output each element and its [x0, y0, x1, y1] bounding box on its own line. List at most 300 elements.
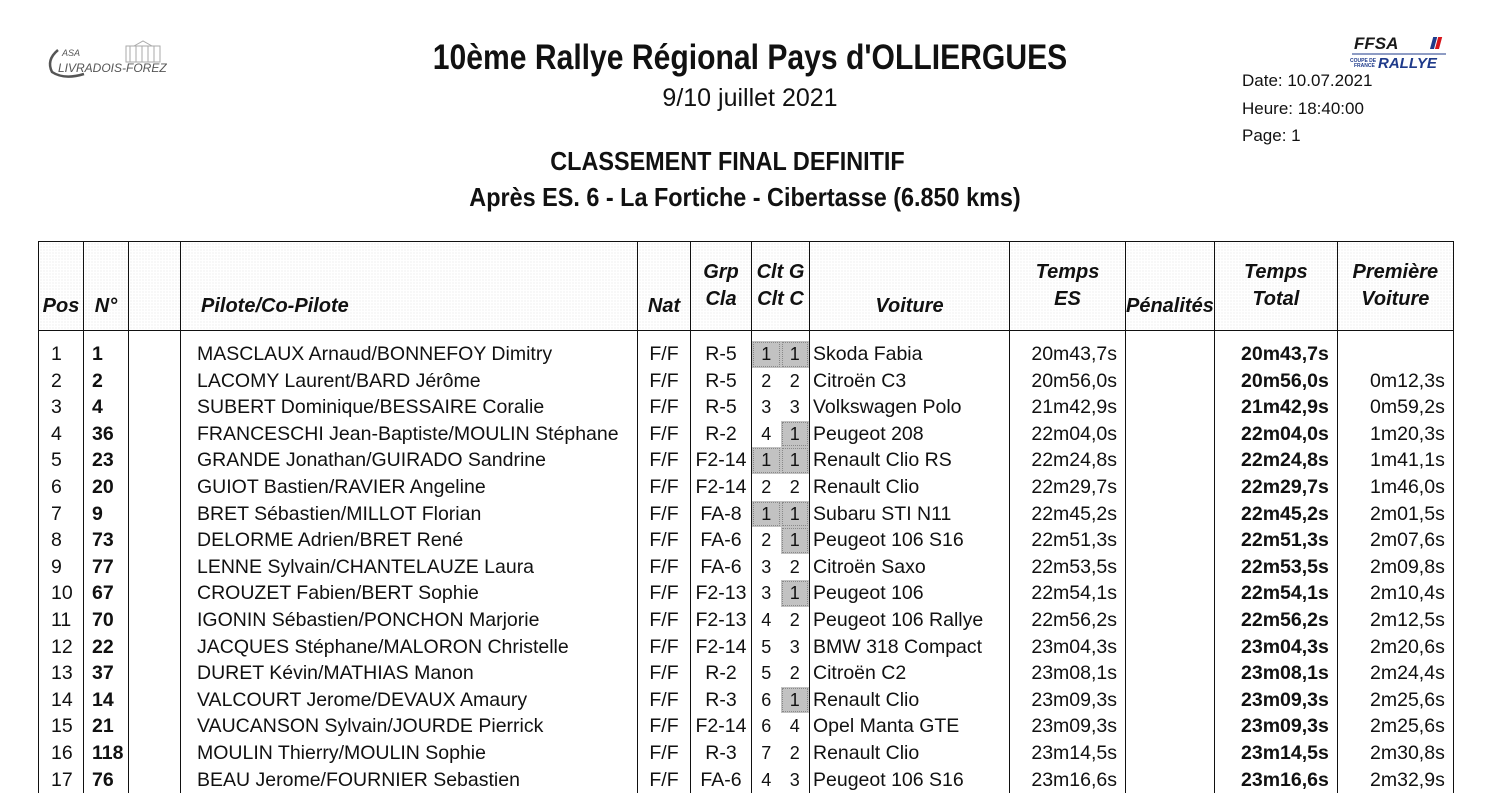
num-cell: 23	[84, 447, 129, 474]
clt-c: 1	[781, 580, 810, 607]
penalites-cell	[1126, 394, 1215, 421]
clt-cell	[752, 634, 810, 661]
num-cell: 36	[84, 421, 129, 448]
clt-pair	[752, 447, 809, 474]
num-cell: 37	[84, 660, 129, 687]
blank-cell	[129, 447, 181, 474]
col-clt	[752, 242, 810, 331]
temps-total-cell: 23m16,6s	[1214, 767, 1337, 793]
pos-cell: 10	[39, 580, 84, 607]
table-row	[39, 687, 1454, 714]
voiture-cell: Peugeot 106 Rallye	[810, 607, 1010, 634]
clt-pair	[752, 580, 809, 607]
pos-cell: 7	[39, 501, 84, 528]
clt-pair	[752, 474, 809, 501]
col-temps-total	[1214, 242, 1337, 331]
temps-es-cell: 22m45,2s	[1010, 501, 1126, 528]
premiere-voiture-cell: 2m25,6s	[1337, 713, 1453, 740]
temps-total-cell: 22m29,7s	[1214, 474, 1337, 501]
clt-cell	[752, 368, 810, 395]
clt-g: 2	[752, 527, 781, 554]
clt-c: 1	[781, 341, 810, 368]
temps-total-cell: 22m53,5s	[1214, 554, 1337, 581]
clt-c: 3	[781, 394, 810, 421]
grp-cla-cell: F2-14	[691, 474, 752, 501]
grp-cla-cell: F2-13	[691, 607, 752, 634]
temps-total-cell: 23m04,3s	[1214, 634, 1337, 661]
pos-cell: 12	[39, 634, 84, 661]
clt-cell	[752, 421, 810, 448]
table-row	[39, 634, 1454, 661]
voiture-cell: Citroën C3	[810, 368, 1010, 395]
num-cell: 76	[84, 767, 129, 793]
blank-cell	[129, 713, 181, 740]
pilote-cell: MOULIN Thierry/MOULIN Sophie	[181, 740, 638, 767]
clt-g: 4	[752, 421, 781, 448]
col-num-label: N°	[95, 295, 117, 317]
pilote-cell: JACQUES Stéphane/MALORON Christelle	[181, 634, 638, 661]
temps-total-cell: 22m56,2s	[1214, 607, 1337, 634]
clt-cell	[752, 394, 810, 421]
temps-es-cell: 22m56,2s	[1010, 607, 1126, 634]
col-temps-label: Temps	[1010, 259, 1125, 286]
col-voiture-label: Voiture	[875, 295, 943, 317]
premiere-voiture-cell	[1337, 331, 1453, 368]
clt-g: 2	[752, 474, 781, 501]
pilote-cell: GUIOT Bastien/RAVIER Angeline	[181, 474, 638, 501]
premiere-voiture-cell: 2m32,9s	[1337, 767, 1453, 793]
temps-total-cell: 22m24,8s	[1214, 447, 1337, 474]
voiture-cell: Opel Manta GTE	[810, 713, 1010, 740]
temps-total-cell: 21m42,9s	[1214, 394, 1337, 421]
blank-cell	[129, 580, 181, 607]
svg-text:RALLYE: RALLYE	[1378, 55, 1438, 72]
grp-cla-cell: F2-13	[691, 580, 752, 607]
voiture-cell: Peugeot 106 S16	[810, 527, 1010, 554]
blank-cell	[129, 368, 181, 395]
num-cell: 22	[84, 634, 129, 661]
col-penalites-label: Pénalités	[1126, 295, 1214, 317]
nat-cell: F/F	[638, 421, 691, 448]
temps-es-cell: 22m53,5s	[1010, 554, 1126, 581]
col-num	[84, 242, 129, 331]
num-cell: 2	[84, 368, 129, 395]
penalites-cell	[1126, 607, 1215, 634]
clt-g: 3	[752, 580, 781, 607]
voiture-cell: Peugeot 106	[810, 580, 1010, 607]
clt-c: 2	[781, 368, 810, 395]
page-number: Page: 1	[1242, 126, 1301, 146]
table-row	[39, 660, 1454, 687]
col-temps2-label: Temps	[1215, 259, 1337, 286]
col-nat-label: Nat	[648, 295, 680, 317]
temps-es-cell: 22m51,3s	[1010, 527, 1126, 554]
blank-cell	[129, 767, 181, 793]
premiere-voiture-cell: 2m12,5s	[1337, 607, 1453, 634]
num-cell: 70	[84, 607, 129, 634]
penalites-cell	[1126, 331, 1215, 368]
temps-total-cell: 22m54,1s	[1214, 580, 1337, 607]
voiture-cell: Renault Clio	[810, 740, 1010, 767]
results-body	[39, 331, 1454, 793]
penalites-cell	[1126, 421, 1215, 448]
clt-g: 1	[752, 447, 781, 474]
pos-cell: 4	[39, 421, 84, 448]
premiere-voiture-cell: 1m41,1s	[1337, 447, 1453, 474]
grp-cla-cell: R-3	[691, 740, 752, 767]
premiere-voiture-cell: 2m07,6s	[1337, 527, 1453, 554]
temps-total-cell: 23m09,3s	[1214, 687, 1337, 714]
clt-g: 4	[752, 607, 781, 634]
nat-cell: F/F	[638, 331, 691, 368]
penalites-cell	[1126, 713, 1215, 740]
premiere-voiture-cell: 2m24,4s	[1337, 660, 1453, 687]
clt-pair	[752, 607, 809, 634]
clt-pair	[752, 634, 809, 661]
nat-cell: F/F	[638, 713, 691, 740]
blank-cell	[129, 687, 181, 714]
voiture-cell: Skoda Fabia	[810, 331, 1010, 368]
voiture-cell: Renault Clio RS	[810, 447, 1010, 474]
pilote-cell: DELORME Adrien/BRET René	[181, 527, 638, 554]
voiture-cell: Subaru STI N11	[810, 501, 1010, 528]
pilote-cell: LENNE Sylvain/CHANTELAUZE Laura	[181, 554, 638, 581]
table-row	[39, 421, 1454, 448]
clt-pair	[752, 713, 809, 740]
pos-cell: 5	[39, 447, 84, 474]
pos-cell: 17	[39, 767, 84, 793]
grp-cla-cell: FA-8	[691, 501, 752, 528]
col-premiere-voiture	[1337, 242, 1453, 331]
premiere-voiture-cell: 2m30,8s	[1337, 740, 1453, 767]
table-row	[39, 394, 1454, 421]
col-cltc-label: Clt C	[752, 286, 809, 313]
clt-cell	[752, 767, 810, 793]
col-pilote	[181, 242, 638, 331]
clt-cell	[752, 501, 810, 528]
num-cell: 20	[84, 474, 129, 501]
penalites-cell	[1126, 527, 1215, 554]
table-row	[39, 740, 1454, 767]
clt-g: 1	[752, 341, 781, 368]
clt-c: 3	[781, 634, 810, 661]
num-cell: 14	[84, 687, 129, 714]
premiere-voiture-cell: 2m01,5s	[1337, 501, 1453, 528]
blank-cell	[129, 394, 181, 421]
pos-cell: 14	[39, 687, 84, 714]
clt-g: 1	[752, 501, 781, 528]
clt-pair	[752, 527, 809, 554]
temps-total-cell: 23m09,3s	[1214, 713, 1337, 740]
voiture-cell: Peugeot 208	[810, 421, 1010, 448]
col-voiture2-label: Voiture	[1338, 286, 1453, 313]
nat-cell: F/F	[638, 554, 691, 581]
voiture-cell: Peugeot 106 S16	[810, 767, 1010, 793]
pilote-cell: BRET Sébastien/MILLOT Florian	[181, 501, 638, 528]
col-blank	[129, 242, 181, 331]
clt-pair	[752, 740, 809, 767]
col-pos-label: Pos	[43, 295, 80, 317]
blank-cell	[129, 474, 181, 501]
pos-cell: 11	[39, 607, 84, 634]
num-cell: 9	[84, 501, 129, 528]
nat-cell: F/F	[638, 740, 691, 767]
grp-cla-cell: F2-14	[691, 713, 752, 740]
penalites-cell	[1126, 687, 1215, 714]
clt-c: 1	[781, 527, 810, 554]
pilote-cell: VALCOURT Jerome/DEVAUX Amaury	[181, 687, 638, 714]
svg-text:FFSA: FFSA	[1354, 34, 1398, 53]
pilote-cell: GRANDE Jonathan/GUIRADO Sandrine	[181, 447, 638, 474]
clt-pair	[752, 660, 809, 687]
num-cell: 4	[84, 394, 129, 421]
penalites-cell	[1126, 660, 1215, 687]
pos-cell: 13	[39, 660, 84, 687]
temps-total-cell: 22m04,0s	[1214, 421, 1337, 448]
clt-g: 3	[752, 554, 781, 581]
svg-text:COUPE DE: COUPE DE	[1350, 58, 1377, 64]
clt-c: 1	[781, 501, 810, 528]
col-grp-label: Grp	[691, 259, 751, 286]
premiere-voiture-cell: 2m20,6s	[1337, 634, 1453, 661]
clt-cell	[752, 527, 810, 554]
blank-cell	[129, 501, 181, 528]
svg-text:FRANCE: FRANCE	[1354, 63, 1375, 69]
col-pos	[39, 242, 84, 331]
premiere-voiture-cell: 2m25,6s	[1337, 687, 1453, 714]
grp-cla-cell: FA-6	[691, 527, 752, 554]
penalites-cell	[1126, 368, 1215, 395]
svg-text:LIVRADOIS-FOREZ: LIVRADOIS-FOREZ	[58, 61, 167, 75]
col-total-label: Total	[1215, 286, 1337, 313]
classement-title: CLASSEMENT FINAL DEFINITIF	[73, 146, 1383, 177]
nat-cell: F/F	[638, 368, 691, 395]
voiture-cell: Renault Clio	[810, 474, 1010, 501]
pos-cell: 9	[39, 554, 84, 581]
temps-total-cell: 20m56,0s	[1214, 368, 1337, 395]
clt-g: 5	[752, 634, 781, 661]
blank-cell	[129, 554, 181, 581]
table-row	[39, 580, 1454, 607]
pilote-cell: VAUCANSON Sylvain/JOURDE Pierrick	[181, 713, 638, 740]
clt-c: 1	[781, 421, 810, 448]
clt-c: 2	[781, 474, 810, 501]
pilote-cell: MASCLAUX Arnaud/BONNEFOY Dimitry	[181, 331, 638, 368]
clt-cell	[752, 474, 810, 501]
temps-es-cell: 22m24,8s	[1010, 447, 1126, 474]
grp-cla-cell: F2-14	[691, 447, 752, 474]
table-header	[39, 242, 1454, 331]
grp-cla-cell: R-5	[691, 394, 752, 421]
clt-c: 1	[781, 687, 810, 714]
penalites-cell	[1126, 740, 1215, 767]
pos-cell: 2	[39, 368, 84, 395]
voiture-cell: Volkswagen Polo	[810, 394, 1010, 421]
temps-total-cell: 23m08,1s	[1214, 660, 1337, 687]
clt-c: 2	[781, 660, 810, 687]
grp-cla-cell: R-2	[691, 421, 752, 448]
pilote-cell: DURET Kévin/MATHIAS Manon	[181, 660, 638, 687]
blank-cell	[129, 527, 181, 554]
temps-es-cell: 20m56,0s	[1010, 368, 1126, 395]
temps-total-cell: 20m43,7s	[1214, 331, 1337, 368]
col-premiere-label: Première	[1338, 259, 1453, 286]
temps-total-cell: 23m14,5s	[1214, 740, 1337, 767]
col-voiture	[810, 242, 1010, 331]
clt-g: 6	[752, 687, 781, 714]
blank-cell	[129, 660, 181, 687]
nat-cell: F/F	[638, 527, 691, 554]
col-grp-cla	[691, 242, 752, 331]
stage-info: Après ES. 6 - La Fortiche - Cibertasse (6.850 kms)	[75, 182, 1416, 213]
clt-g: 7	[752, 740, 781, 767]
temps-es-cell: 23m09,3s	[1010, 687, 1126, 714]
col-pilote-label: Pilote/Co-Pilote	[201, 295, 349, 317]
results-table	[38, 241, 1454, 793]
nat-cell: F/F	[638, 687, 691, 714]
temps-es-cell: 22m29,7s	[1010, 474, 1126, 501]
clt-c: 4	[781, 713, 810, 740]
clt-cell	[752, 580, 810, 607]
page-title: 10ème Rallye Régional Pays d'OLLIERGUES	[105, 38, 1395, 78]
clt-pair	[752, 341, 809, 368]
penalites-cell	[1126, 634, 1215, 661]
pilote-cell: BEAU Jerome/FOURNIER Sebastien	[181, 767, 638, 793]
blank-cell	[129, 740, 181, 767]
grp-cla-cell: F2-14	[691, 634, 752, 661]
clt-c: 3	[781, 767, 810, 793]
col-es-label: ES	[1010, 286, 1125, 313]
temps-es-cell: 22m04,0s	[1010, 421, 1126, 448]
nat-cell: F/F	[638, 501, 691, 528]
clt-g: 4	[752, 767, 781, 793]
pilote-cell: CROUZET Fabien/BERT Sophie	[181, 580, 638, 607]
num-cell: 21	[84, 713, 129, 740]
table-row	[39, 767, 1454, 793]
table-row	[39, 501, 1454, 528]
temps-es-cell: 23m16,6s	[1010, 767, 1126, 793]
penalites-cell	[1126, 501, 1215, 528]
num-cell: 1	[84, 331, 129, 368]
premiere-voiture-cell: 2m10,4s	[1337, 580, 1453, 607]
pos-cell: 15	[39, 713, 84, 740]
grp-cla-cell: FA-6	[691, 767, 752, 793]
premiere-voiture-cell: 0m12,3s	[1337, 368, 1453, 395]
penalites-cell	[1126, 554, 1215, 581]
grp-cla-cell: R-3	[691, 687, 752, 714]
table-row	[39, 713, 1454, 740]
clt-g: 5	[752, 660, 781, 687]
table-row	[39, 331, 1454, 368]
clt-cell	[752, 554, 810, 581]
premiere-voiture-cell: 2m09,8s	[1337, 554, 1453, 581]
num-cell: 118	[84, 740, 129, 767]
clt-cell	[752, 713, 810, 740]
nat-cell: F/F	[638, 447, 691, 474]
nat-cell: F/F	[638, 580, 691, 607]
clt-pair	[752, 501, 809, 528]
temps-es-cell: 23m09,3s	[1010, 713, 1126, 740]
clt-cell	[752, 660, 810, 687]
clt-g: 2	[752, 368, 781, 395]
table-row	[39, 607, 1454, 634]
clt-cell	[752, 447, 810, 474]
clt-pair	[752, 767, 809, 793]
pos-cell: 1	[39, 331, 84, 368]
pilote-cell: LACOMY Laurent/BARD Jérôme	[181, 368, 638, 395]
event-dates: 9/10 juillet 2021	[0, 84, 1500, 113]
clt-g: 6	[752, 713, 781, 740]
penalites-cell	[1126, 767, 1215, 793]
voiture-cell: Citroën Saxo	[810, 554, 1010, 581]
clt-cell	[752, 331, 810, 368]
clt-pair	[752, 394, 809, 421]
num-cell: 77	[84, 554, 129, 581]
nat-cell: F/F	[638, 634, 691, 661]
temps-total-cell: 22m51,3s	[1214, 527, 1337, 554]
col-penalites	[1126, 242, 1215, 331]
table-row	[39, 527, 1454, 554]
nat-cell: F/F	[638, 607, 691, 634]
temps-es-cell: 23m08,1s	[1010, 660, 1126, 687]
voiture-cell: BMW 318 Compact	[810, 634, 1010, 661]
grp-cla-cell: FA-6	[691, 554, 752, 581]
penalites-cell	[1126, 580, 1215, 607]
clt-c: 2	[781, 607, 810, 634]
nat-cell: F/F	[638, 767, 691, 793]
grp-cla-cell: R-2	[691, 660, 752, 687]
temps-es-cell: 22m54,1s	[1010, 580, 1126, 607]
table-row	[39, 474, 1454, 501]
blank-cell	[129, 421, 181, 448]
nat-cell: F/F	[638, 394, 691, 421]
clt-cell	[752, 687, 810, 714]
table-row	[39, 447, 1454, 474]
grp-cla-cell: R-5	[691, 331, 752, 368]
pos-cell: 8	[39, 527, 84, 554]
blank-cell	[129, 331, 181, 368]
temps-total-cell: 22m45,2s	[1214, 501, 1337, 528]
temps-es-cell: 21m42,9s	[1010, 394, 1126, 421]
table-row	[39, 554, 1454, 581]
num-cell: 73	[84, 527, 129, 554]
print-date: Date: 10.07.2021	[1242, 71, 1372, 91]
clt-c: 1	[781, 447, 810, 474]
penalites-cell	[1126, 447, 1215, 474]
pos-cell: 6	[39, 474, 84, 501]
clt-g: 3	[752, 394, 781, 421]
pilote-cell: IGONIN Sébastien/PONCHON Marjorie	[181, 607, 638, 634]
pilote-cell: SUBERT Dominique/BESSAIRE Coralie	[181, 394, 638, 421]
penalites-cell	[1126, 474, 1215, 501]
temps-es-cell: 23m04,3s	[1010, 634, 1126, 661]
col-cla-label: Cla	[691, 286, 751, 313]
voiture-cell: Renault Clio	[810, 687, 1010, 714]
clt-c: 2	[781, 554, 810, 581]
blank-cell	[129, 634, 181, 661]
pilote-cell: FRANCESCHI Jean-Baptiste/MOULIN Stéphane	[181, 421, 638, 448]
print-time: Heure: 18:40:00	[1242, 99, 1364, 119]
svg-text:ASA: ASA	[61, 48, 80, 58]
premiere-voiture-cell: 0m59,2s	[1337, 394, 1453, 421]
clt-pair	[752, 687, 809, 714]
clt-cell	[752, 740, 810, 767]
clt-c: 2	[781, 740, 810, 767]
temps-es-cell: 20m43,7s	[1010, 331, 1126, 368]
nat-cell: F/F	[638, 474, 691, 501]
temps-es-cell: 23m14,5s	[1010, 740, 1126, 767]
col-temps-es	[1010, 242, 1126, 331]
